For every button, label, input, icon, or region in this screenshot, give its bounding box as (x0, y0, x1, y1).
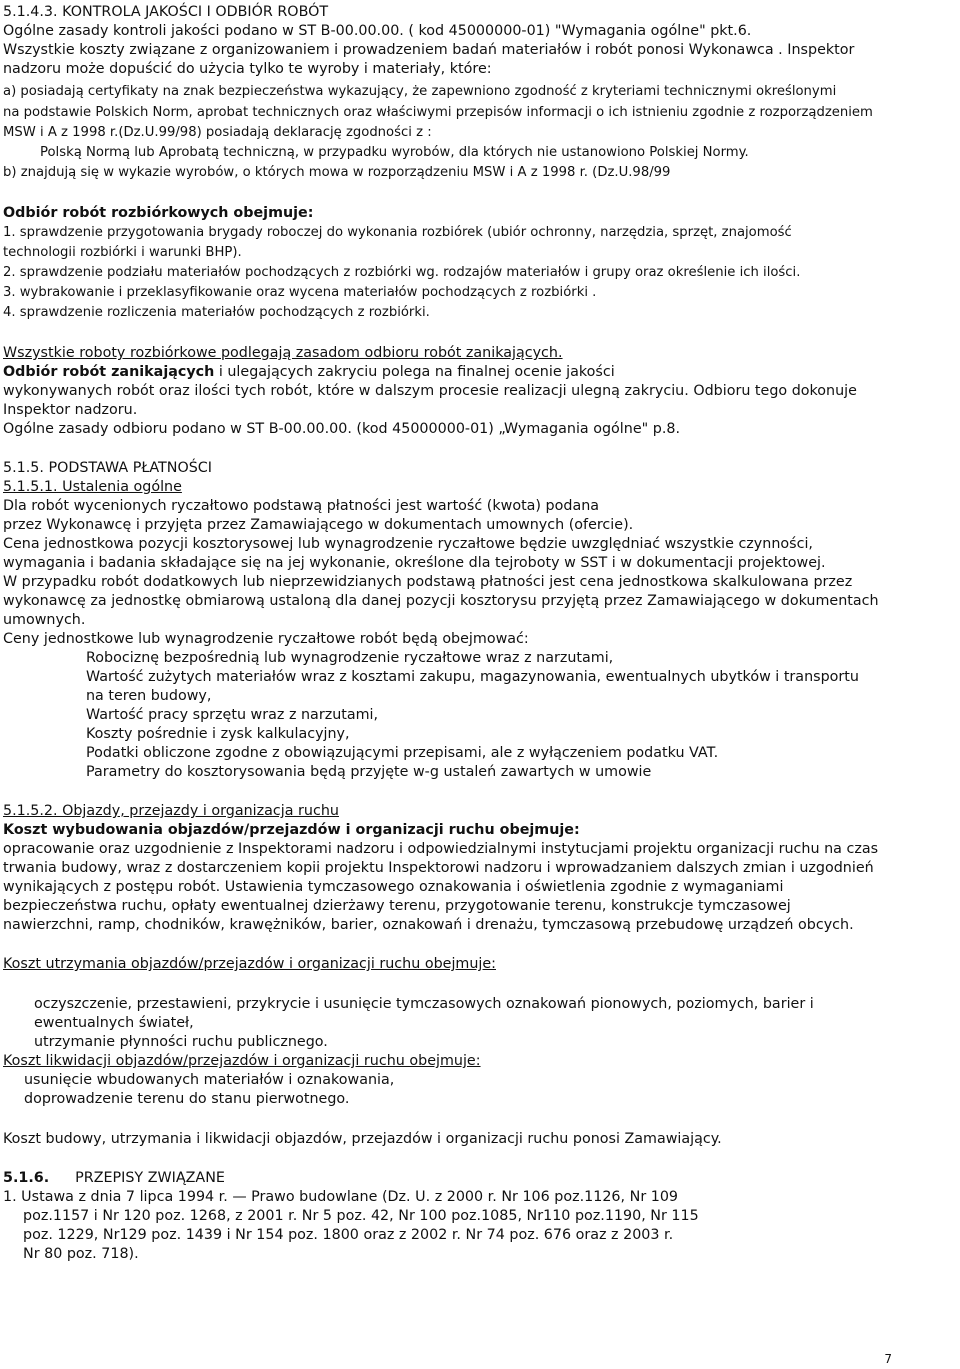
underlined-heading: Koszt likwidacji objazdów/przejazdów i organizacji ruchu obejmuje: (3, 1053, 481, 1069)
section-heading: 5.1.4.3. KONTROLA JAKOŚCI I ODBIÓR ROBÓT (3, 4, 329, 20)
section-number: 5.1.6. (3, 1170, 50, 1186)
text-line: Cena jednostkowa pozycji kosztorysowej lub wynagrodzenie ryczałtowe będzie uwzględniać wszystkie czynności, (3, 536, 813, 552)
list-item: 3. wybrakowanie i przeklasyfikowanie oraz wycena materiałów pochodzących z rozbiórki . (3, 285, 597, 300)
section-heading (3, 1169, 225, 1187)
text-line: bezpieczeństwa ruchu, opłaty ewentualnej dzierżawy terenu, przygotowanie terenu, konstrukcje tymczasowej (3, 898, 791, 914)
text-line: utrzymanie płynności ruchu publicznego. (34, 1034, 328, 1050)
text-line (3, 363, 615, 381)
cost-item: Robociznę bezpośrednią lub wynagrodzenie ryczałtowe wraz z narzutami, (86, 650, 614, 666)
text-line: ewentualnych świateł, (34, 1015, 194, 1031)
bold-term: Odbiór robót zanikających (3, 364, 215, 380)
text-line: b) znajdują się w wykazie wyrobów, o których mowa w rozporządzeniu MSW i A z 1998 r. (Dz.U.98/99 (3, 165, 671, 180)
cost-item: Wartość pracy sprzętu wraz z narzutami, (86, 707, 379, 723)
list-item: 2. sprawdzenie podziału materiałów pochodzących z rozbiórki wg. rodzajów materiałów i grupy oraz określenie ich ilości. (3, 265, 801, 280)
text-line: wynikających z postępu robót. Ustawienia tymczasowego oznakowania i oświetlenia zgodnie z wymaganiami (3, 879, 784, 895)
text-line: opracowanie oraz uzgodnienie z Inspektorami nadzoru i odpowiedzialnymi instytucjami projektu organizacji ruchu na czas (3, 841, 879, 857)
text-line: Nr 80 poz. 718). (23, 1246, 139, 1262)
section-heading: 5.1.5. PODSTAWA PŁATNOŚCI (3, 460, 213, 476)
text-line: przez Wykonawcę i przyjęta przez Zamawiającego w dokumentach umownych (ofercie). (3, 517, 634, 533)
text-line: poz.1157 i Nr 120 poz. 1268, z 2001 r. Nr 5 poz. 42, Nr 100 poz.1085, Nr110 poz.1190, Nr 115 (23, 1208, 699, 1224)
subsection-heading: 5.1.5.2. Objazdy, przejazdy i organizacja ruchu (3, 803, 339, 819)
text-line: Koszt budowy, utrzymania i likwidacji objazdów, przejazdów i organizacji ruchu ponosi Zamawiający. (3, 1131, 722, 1147)
text-line: Dla robót wycenionych ryczałtowo podstawą płatności jest wartość (kwota) podana (3, 498, 600, 514)
text-line: trwania budowy, wraz z dostarczeniem kopii projektu Inspektorowi nadzoru i wprowadzaniem dalszych zmian i uzgodnień (3, 860, 874, 876)
text-line: doprowadzenie terenu do stanu pierwotnego. (24, 1091, 350, 1107)
text-line: MSW i A z 1998 r.(Dz.U.99/98) posiadają deklarację zgodności z : (3, 125, 432, 140)
text-line: Ogólne zasady odbioru podano w ST B-00.00.00. (kod 45000000-01) „Wymagania ogólne" p.8. (3, 421, 681, 437)
text-line: a) posiadają certyfikaty na znak bezpieczeństwa wykazujący, że zapewniono zgodność z kryteriami technicznymi określonymi (3, 84, 837, 99)
text-line: nawierzchni, ramp, chodników, krawężników, barier, oznakowań i drenażu, tymczasową przebudowę urządzeń obcych. (3, 917, 854, 933)
subsection-heading: Odbiór robót rozbiórkowych obejmuje: (3, 205, 314, 221)
text-line: Wszystkie koszty związane z organizowaniem i prowadzeniem badań materiałów i robót ponosi Wykonawca . Inspektor (3, 42, 855, 58)
text-line: umownych. (3, 612, 86, 628)
text-line: poz. 1229, Nr129 poz. 1439 i Nr 154 poz. 1800 oraz z 2002 r. Nr 74 poz. 676 oraz z 2003 r. (23, 1227, 674, 1243)
text-line: na podstawie Polskich Norm, aprobat technicznych oraz właściwymi przepisów informacji o ich istnieniu zgodnie z rozporządzeniem (3, 105, 873, 120)
text-run: i ulegających zakryciu polega na finalnej ocenie jakości (214, 364, 615, 380)
text-line: usunięcie wbudowanych materiałów i oznakowania, (24, 1072, 395, 1088)
subsection-heading: 5.1.5.1. Ustalenia ogólne (3, 479, 182, 495)
list-item: 1. sprawdzenie przygotowania brygady roboczej do wykonania rozbiórek (ubiór ochronny, narzędzia, sprzęt, znajomość (3, 225, 792, 240)
cost-item: Parametry do kosztorysowania będą przyjęte w-g ustaleń zawartych w umowie (86, 764, 652, 780)
cost-item: Wartość zużytych materiałów wraz z kosztami zakupu, magazynowania, ewentualnych ubytków i transportu (86, 669, 859, 685)
text-line: Inspektor nadzoru. (3, 402, 138, 418)
cost-item: Podatki obliczone zgodne z obowiązującymi przepisami, ale z wyłączeniem podatku VAT. (86, 745, 719, 761)
text-line: wymagania i badania składające się na jej wykonanie, określone dla tejroboty w SST i w dokumentacji projektowej. (3, 555, 826, 571)
list-item: 4. sprawdzenie rozliczenia materiałów pochodzących z rozbiórki. (3, 305, 430, 320)
list-item-continuation: technologii rozbiórki i warunki BHP). (3, 245, 242, 260)
underlined-note: Wszystkie roboty rozbiórkowe podlegają zasadom odbioru robót zanikających. (3, 345, 563, 361)
text-line: W przypadku robót dodatkowych lub nieprzewidzianych podstawą płatności jest cena jednostkowa skalkulowana przez (3, 574, 853, 590)
text-line: wykonywanych robót oraz ilości tych robót, które w dalszym procesie realizacji ulegną zakryciu. Odbioru tego dokonuje (3, 383, 857, 399)
text-line: wykonawcę za jednostkę obmiarową ustaloną dla danej pozycji kosztorysu przyjętą przez Zamawiającego w dokumentach (3, 593, 879, 609)
text-line: Ogólne zasady kontroli jakości podano w ST B-00.00.00. ( kod 45000000-01) "Wymagania ogólne" pkt.6. (3, 23, 752, 39)
bold-heading: Koszt wybudowania objazdów/przejazdów i organizacji ruchu obejmuje: (3, 822, 580, 838)
text-line: 1. Ustawa z dnia 7 lipca 1994 r. — Prawo budowlane (Dz. U. z 2000 r. Nr 106 poz.1126, Nr 109 (3, 1189, 679, 1205)
section-title: PRZEPISY ZWIĄZANE (75, 1170, 225, 1186)
underlined-heading: Koszt utrzymania objazdów/przejazdów i organizacji ruchu obejmuje: (3, 956, 496, 972)
text-line: Ceny jednostkowe lub wynagrodzenie ryczałtowe robót będą obejmować: (3, 631, 529, 647)
text-line: oczyszczenie, przestawieni, przykrycie i usunięcie tymczasowych oznakowań pionowych, poziomych, barier i (34, 996, 814, 1012)
text-line: Polską Normą lub Aprobatą techniczną, w przypadku wyrobów, dla których nie ustanowiono Polskiej Normy. (40, 145, 749, 160)
text-line: nadzoru może dopuścić do użycia tylko te wyroby i materiały, które: (3, 61, 492, 77)
cost-item-continuation: na teren budowy, (86, 688, 212, 704)
page-number: 7 (884, 1352, 892, 1366)
cost-item: Koszty pośrednie i zysk kalkulacyjny, (86, 726, 350, 742)
